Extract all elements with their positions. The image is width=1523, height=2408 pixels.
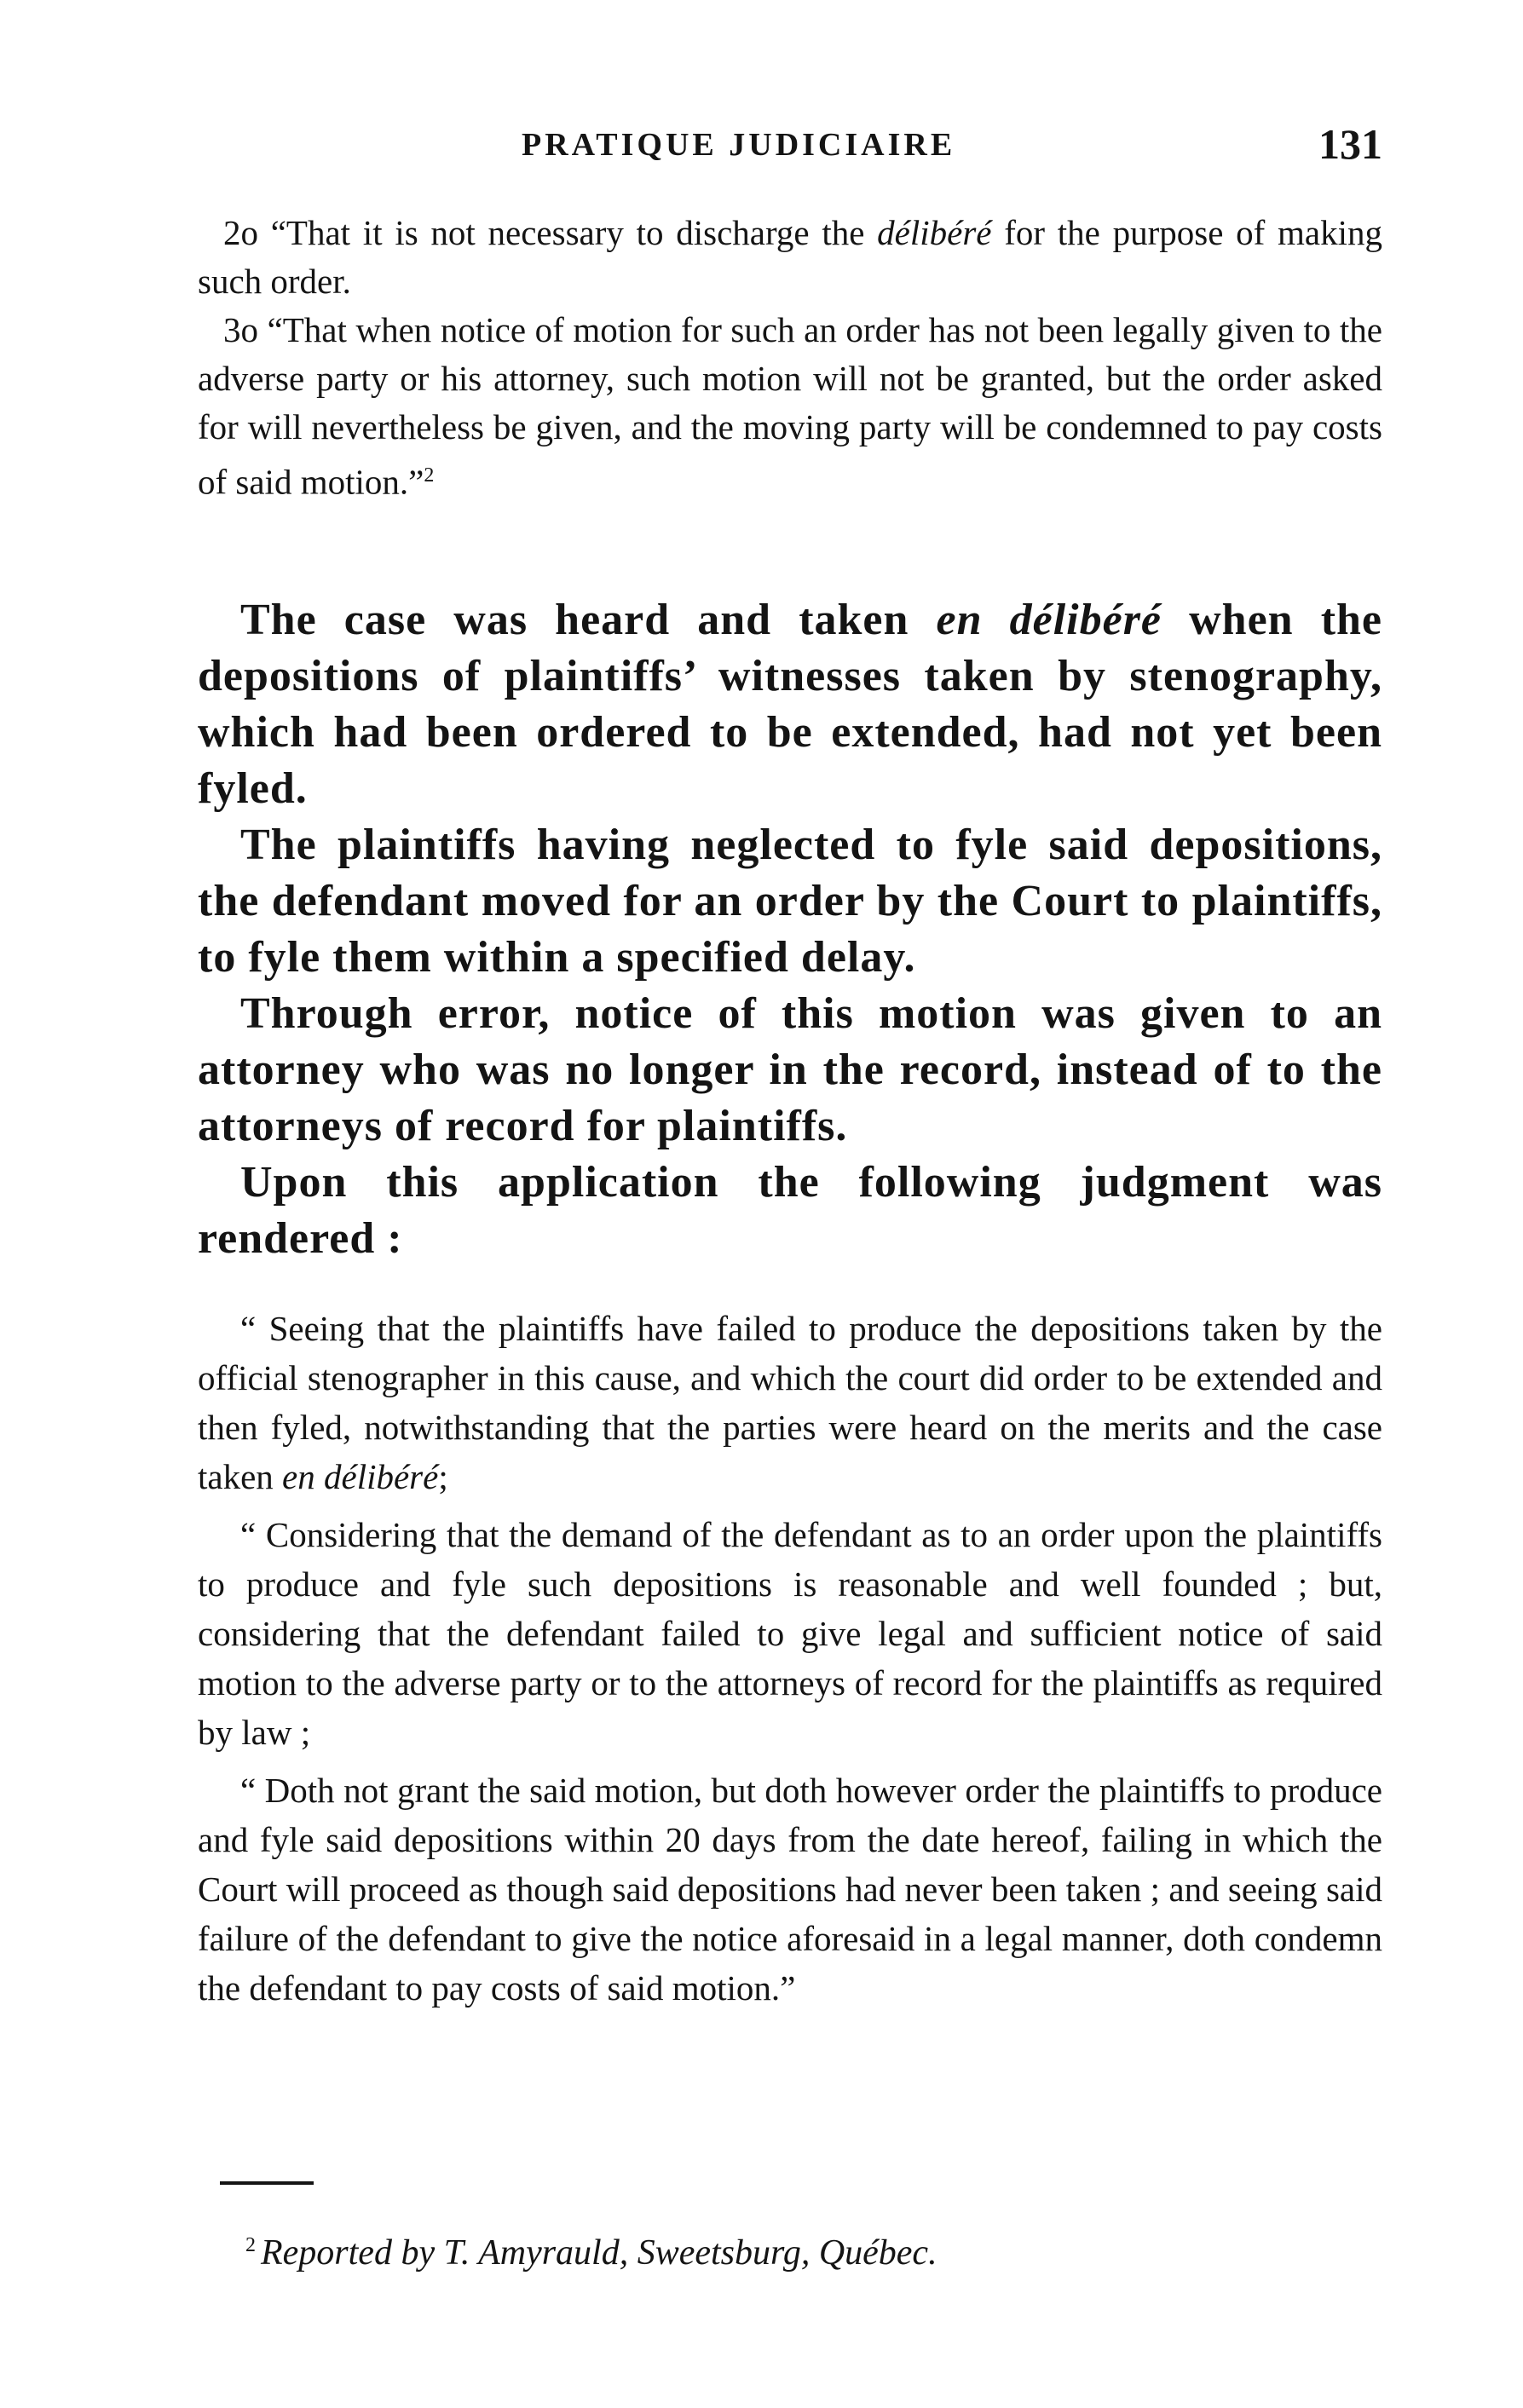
narrative-paragraph-1: The case was heard and taken en délibéré when the depositions of plaintiffs’ witnesses taken by stenography, which had been ordered to be extended, had not yet been fyled. <box>198 596 1383 813</box>
footnote-reference: 2 <box>424 464 435 487</box>
deliberé-term: délibéré <box>877 213 992 252</box>
narrative-paragraph-4: Upon this application the following judgment was rendered : <box>198 1158 1382 1263</box>
rules-of-practice <box>198 209 1382 507</box>
running-title: PRATIQUE JUDICIAIRE <box>522 127 956 163</box>
narrative-paragraph-3: Through error, notice of this motion was given to an attorney who was no longer in the record, instead of to the attorneys of record for plaintiffs. <box>198 989 1382 1150</box>
narrative-paragraph-2: The plaintiffs having neglected to fyle said depositions, the defendant moved for an order by the Court to plaintiffs, to fyle them within a specified delay. <box>198 821 1382 982</box>
rule-2: 2o “That it is not necessary to discharge the délibéré for the purpose of making such order. <box>198 213 1382 301</box>
running-head <box>198 119 1382 170</box>
judgment-paragraph-1: “ Seeing that the plaintiffs have failed to produce the depositions taken by the official stenographer in this cause, and which the court did order to be extended and then fyled, notwithstanding that the parties were heard on the merits and the case taken en délibéré; <box>198 1309 1382 1496</box>
footnote-text: Reported by T. Amyrauld, Sweetsburg, Québec. <box>261 2233 937 2273</box>
page-number: 131 <box>1318 120 1382 168</box>
footnote <box>245 2232 937 2273</box>
judgment-text <box>198 1304 1382 2021</box>
footnote-marker: 2 <box>245 2234 256 2256</box>
rule-3: 3o “That when notice of motion for such an order has not been legally given to the adverse party or his attorney, such motion will not be granted, but the order asked for will nevertheless be given, and the moving party will be condemned to pay costs of said motion.”$^2$ <box>198 310 1382 502</box>
judgment-paragraph-2: “ Considering that the demand of the defendant as to an order upon the plaintiffs to produce and fyle such depositions is reasonable and well founded ; but, considering that the defendant failed to give legal and sufficient notice of said motion to the adverse party or to the attorneys of record for the plaintiffs as required by law ; <box>198 1515 1382 1752</box>
footnote-divider <box>220 2181 314 2185</box>
judgment-paragraph-3: “ Doth not grant the said motion, but doth however order the plaintiffs to produce and fyle said depositions within 20 days from the date hereof, failing in which the Court will proceed as though said depositions had never been taken ; and seeing said failure of the defendant to give the notice aforesaid in a legal manner, doth condemn the defendant to pay costs of said motion.” <box>198 1771 1382 2008</box>
case-narrative <box>198 592 1382 1267</box>
